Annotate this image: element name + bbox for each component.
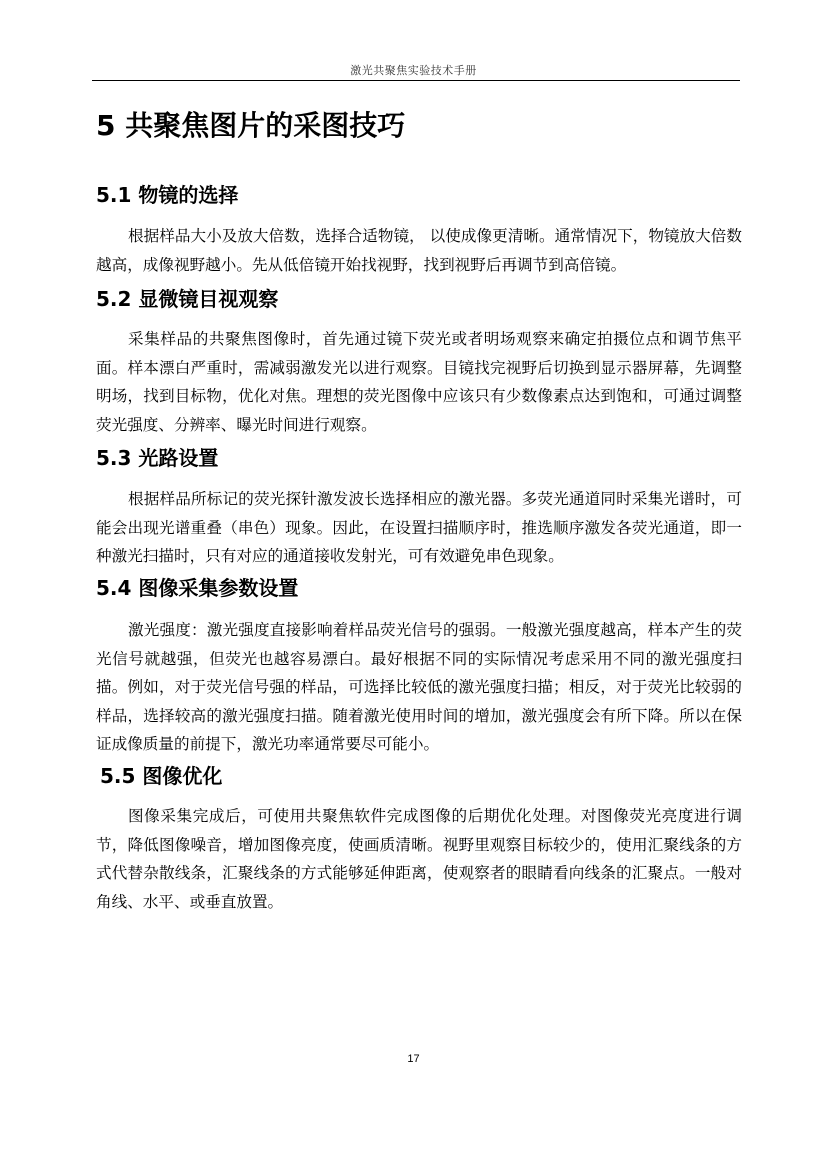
section-title-5-1: 5.1 物镜的选择 [96, 183, 239, 207]
page-number: 17 [407, 1053, 420, 1065]
running-header: 激光共聚焦实验技术手册 [350, 64, 477, 77]
section-body-5-4: 激光强度：激光强度直接影响着样品荧光信号的强弱。一般激光强度越高，样本产生的荧光信号就越强，但荧光也越容易漂白。最好根据不同的实际情况考虑采用不同的激光强度扫描。例如，对于荧光信号强的样品，可选择比较低的激光强度扫描；相反，对于荧光比较弱的样品，选择较高的激光强度扫描。随着激光使用时间的增加，激光强度会有所下降。所以在保证成像质量的前提下，激光功率通常要尽可能小。 [96, 621, 742, 753]
chapter-title: 5 共聚焦图片的采图技巧 [96, 109, 406, 142]
section-body-5-5: 图像采集完成后，可使用共聚焦软件完成图像的后期优化处理。对图像荧光亮度进行调节，降低图像噪音，增加图像亮度，使画质清晰。视野里观察目标较少的，使用汇聚线条的方式代替杂散线条，汇聚线条的方式能够延伸距离，使观察者的眼睛看向线条的汇聚点。一般对角线、水平、或垂直放置。 [96, 807, 742, 911]
section-title-5-4: 5.4 图像采集参数设置 [96, 576, 299, 600]
section-body-5-3: 根据样品所标记的荧光探针激发波长选择相应的激光器。多荧光通道同时采集光谱时，可能会出现光谱重叠（串色）现象。因此，在设置扫描顺序时，推选顺序激发各荧光通道，即一种激光扫描时，只有对应的通道接收发射光，可有效避免串色现象。 [96, 490, 742, 565]
section-title-5-2: 5.2 显微镜目视观察 [96, 287, 279, 311]
header-divider [92, 80, 740, 81]
section-title-5-3: 5.3 光路设置 [96, 446, 219, 470]
section-body-5-1: 根据样品大小及放大倍数，选择合适物镜， 以使成像更清晰。通常情况下，物镜放大倍数越高，成像视野越小。先从低倍镜开始找视野，找到视野后再调节到高倍镜。 [96, 227, 742, 274]
section-title-5-5: 5.5 图像优化 [100, 764, 223, 788]
section-body-5-2: 采集样品的共聚焦图像时，首先通过镜下荧光或者明场观察来确定拍摄位点和调节焦平面。样本漂白严重时，需减弱激发光以进行观察。目镜找完视野后切换到显示器屏幕，先调整明场，找到目标物，优化对焦。理想的荧光图像中应该只有少数像素点达到饱和，可通过调整荧光强度、分辨率、曝光时间进行观察。 [96, 330, 742, 434]
